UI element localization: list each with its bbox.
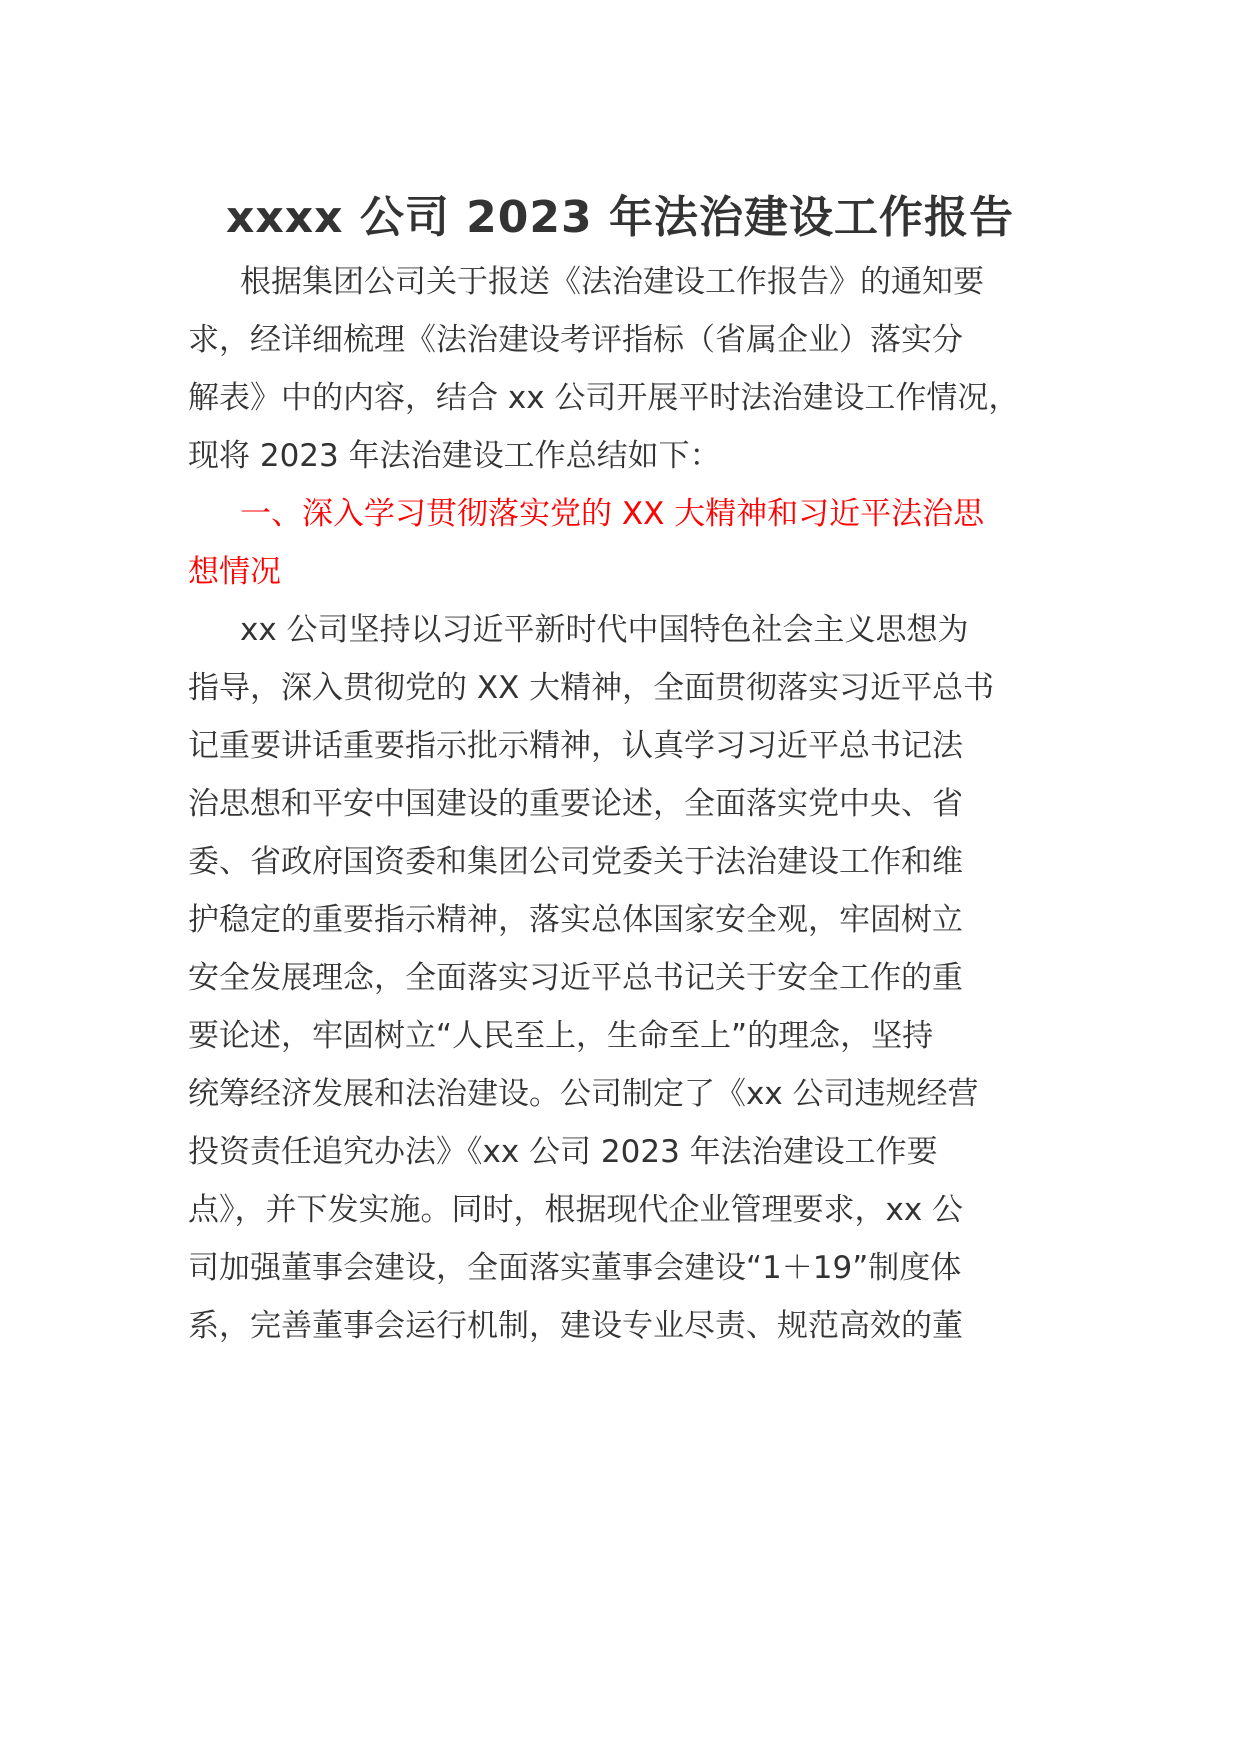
body-line-6: 护稳定的重要指示精神，落实总体国家安全观，牢固树立 xyxy=(188,902,963,938)
body-line-1: xx 公司坚持以习近平新时代中国特色社会主义思想为 xyxy=(240,612,969,648)
body-line-7: 安全发展理念，全面落实习近平总书记关于安全工作的重 xyxy=(188,960,963,996)
intro-line-1: 根据集团公司关于报送《法治建设工作报告》的通知要 xyxy=(240,264,984,300)
document-title: xxxx 公司 2023 年法治建设工作报告 xyxy=(226,192,1014,243)
body-line-5: 委、省政府国资委和集团公司党委关于法治建设工作和维 xyxy=(188,844,963,880)
intro-line-2: 求，经详细梳理《法治建设考评指标（省属企业）落实分 xyxy=(188,322,963,358)
body-line-2: 指导，深入贯彻党的 XX 大精神，全面贯彻落实习近平总书 xyxy=(188,670,995,706)
intro-line-4: 现将 2023 年法治建设工作总结如下： xyxy=(188,438,721,474)
section-heading-line-1: 一、深入学习贯彻落实党的 XX 大精神和习近平法治思 xyxy=(240,496,985,532)
body-line-10: 投资责任追究办法》《xx 公司 2023 年法治建设工作要 xyxy=(188,1134,938,1170)
intro-line-3: 解表》中的内容，结合 xx 公司开展平时法治建设工作情况， xyxy=(188,380,1020,416)
section-heading-line-2: 想情况 xyxy=(188,554,281,590)
body-line-13: 系，完善董事会运行机制，建设专业尽责、规范高效的董 xyxy=(188,1308,963,1344)
body-line-4: 治思想和平安中国建设的重要论述，全面落实党中央、省 xyxy=(188,786,963,822)
body-line-9: 统筹经济发展和法治建设。公司制定了《xx 公司违规经营 xyxy=(188,1076,979,1112)
body-line-12: 司加强董事会建设，全面落实董事会建设“1＋19”制度体 xyxy=(188,1250,962,1286)
body-line-11: 点》，并下发实施。同时，根据现代企业管理要求，xx 公 xyxy=(188,1192,964,1228)
body-line-8: 要论述，牢固树立“人民至上，生命至上”的理念，坚持 xyxy=(188,1018,934,1054)
body-line-3: 记重要讲话重要指示批示精神，认真学习习近平总书记法 xyxy=(188,728,963,764)
